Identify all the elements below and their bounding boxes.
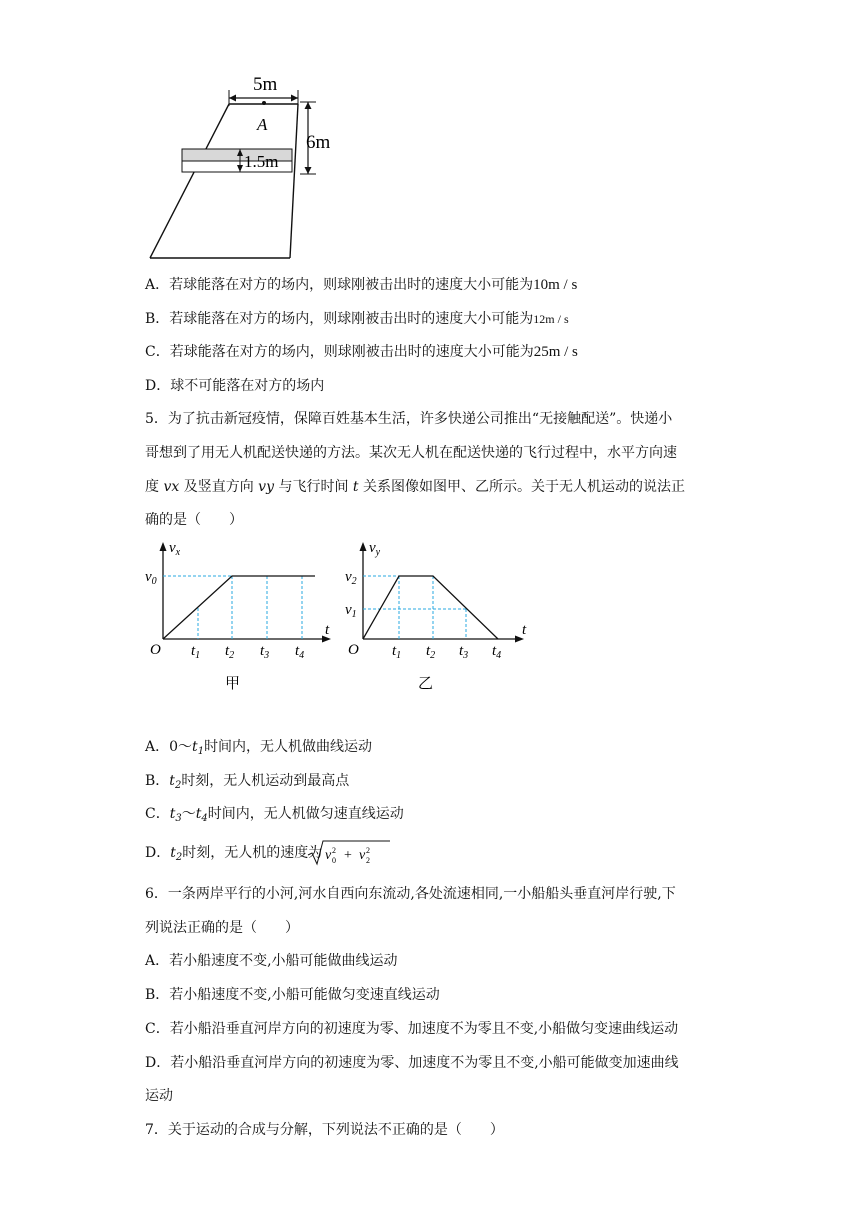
q6-option-c: C．若小船沿垂直河岸方向的初速度为零、加速度不为零且不变,小船做匀变速曲线运动 xyxy=(145,1021,679,1037)
svg-text:0: 0 xyxy=(332,856,336,865)
q4-option-a-value: 10m / s xyxy=(533,277,578,293)
yi-t3-label: $t_3$ xyxy=(459,643,469,661)
yi-t1-label: $t_1$ xyxy=(392,643,402,661)
jia-t1-label: $t_1$ xyxy=(191,643,201,661)
yi-caption: 乙 xyxy=(418,676,434,692)
q4-option-c: C．若球能落在对方的场内，则球刚被击出时的速度大小可能为25m / s xyxy=(145,344,578,360)
yi-x-label: t xyxy=(522,622,527,638)
q4-option-b: B．若球能落在对方的场内，则球刚被击出时的速度大小可能为12m / s xyxy=(145,311,569,327)
jia-caption: 甲 xyxy=(225,676,241,692)
jia-velocity-line xyxy=(163,576,315,639)
svg-text:2: 2 xyxy=(332,846,336,855)
q6-stem-line1: 6．一条两岸平行的小河,河水自西向东流动,各处流速相同,一小船船头垂直河岸行驶,下 xyxy=(145,886,676,902)
svg-text:+: + xyxy=(344,848,352,863)
q6-option-b: B．若小船速度不变,小船可能做匀变速直线运动 xyxy=(145,987,440,1003)
yi-v2-label: $v_2$ xyxy=(345,569,357,587)
court-figure xyxy=(140,68,340,263)
jia-x-label: t xyxy=(325,622,330,638)
yi-y-label: $v_y$ xyxy=(369,540,381,558)
q5-stem-line2: 哥想到了用无人机配送快递的方法。某次无人机在配送快递的飞行过程中，水平方向速 xyxy=(145,445,677,461)
graph-yi xyxy=(342,538,542,698)
jia-t3-label: $t_3$ xyxy=(260,643,270,661)
q5-stem-line4: 确的是（ ） xyxy=(145,512,243,528)
svg-text:v: v xyxy=(359,848,366,863)
q6-option-d: D．若小船沿垂直河岸方向的初速度为零、加速度不为零且不变,小船可能做变加速曲线 xyxy=(145,1055,679,1071)
court-width-label: 5m xyxy=(253,74,278,95)
q4-option-c-value: 25m / s xyxy=(533,344,578,360)
yi-origin-label: O xyxy=(348,642,359,658)
svg-text:2: 2 xyxy=(366,856,370,865)
court-length-label: 6m xyxy=(306,132,331,153)
q5-stem-line3: 度 vx 及竖直方向 vy 与飞行时间 t 关系图像如图甲、乙所示。关于无人机运动的说法正 xyxy=(145,479,685,495)
point-a-label: A xyxy=(257,115,268,134)
q4-option-d: D．球不可能落在对方的场内 xyxy=(145,378,325,394)
q5-stem-line1: 5．为了抗击新冠疫情，保障百姓基本生活，许多快递公司推出“无接触配送”。快递小 xyxy=(145,411,673,427)
yi-t2-label: $t_2$ xyxy=(426,643,436,661)
net-height-label: 1.5m xyxy=(244,152,279,171)
jia-t4-label: $t_4$ xyxy=(295,643,305,661)
svg-text:v: v xyxy=(325,848,332,863)
q5-option-d-formula xyxy=(306,838,392,868)
yi-v1-label: $v_1$ xyxy=(345,602,357,620)
jia-origin-label: O xyxy=(150,642,161,658)
jia-y-label: $v_x$ xyxy=(169,540,181,558)
graph-jia xyxy=(142,538,342,698)
q5-option-a: A．$0\sim t_1$时间内，无人机做曲线运动 xyxy=(145,739,373,757)
q4-option-b-value: 12m / s xyxy=(533,312,569,326)
q4-option-a: A．若球能落在对方的场内，则球刚被击出时的速度大小可能为10m / s xyxy=(145,277,578,293)
jia-t2-label: $t_2$ xyxy=(225,643,235,661)
q5-option-b: B．$t_2$时刻，无人机运动到最高点 xyxy=(145,773,350,791)
yi-t4-label: $t_4$ xyxy=(492,643,502,661)
jia-v0-label: $v_0$ xyxy=(145,569,157,587)
yi-velocity-line xyxy=(363,576,498,639)
q6-option-a: A．若小船速度不变,小船可能做曲线运动 xyxy=(145,953,398,969)
q6-stem-line2: 列说法正确的是（ ） xyxy=(145,920,299,936)
q7-stem: 7．关于运动的合成与分解，下列说法不正确的是（ ） xyxy=(145,1122,504,1138)
svg-text:2: 2 xyxy=(366,846,370,855)
q5-option-c: C．$t_3\sim t_4$时间内，无人机做匀速直线运动 xyxy=(145,806,404,824)
q5-option-d: D．$t_2$时刻，无人机的速度为 xyxy=(145,845,323,863)
q6-option-d-cont: 运动 xyxy=(145,1088,173,1104)
